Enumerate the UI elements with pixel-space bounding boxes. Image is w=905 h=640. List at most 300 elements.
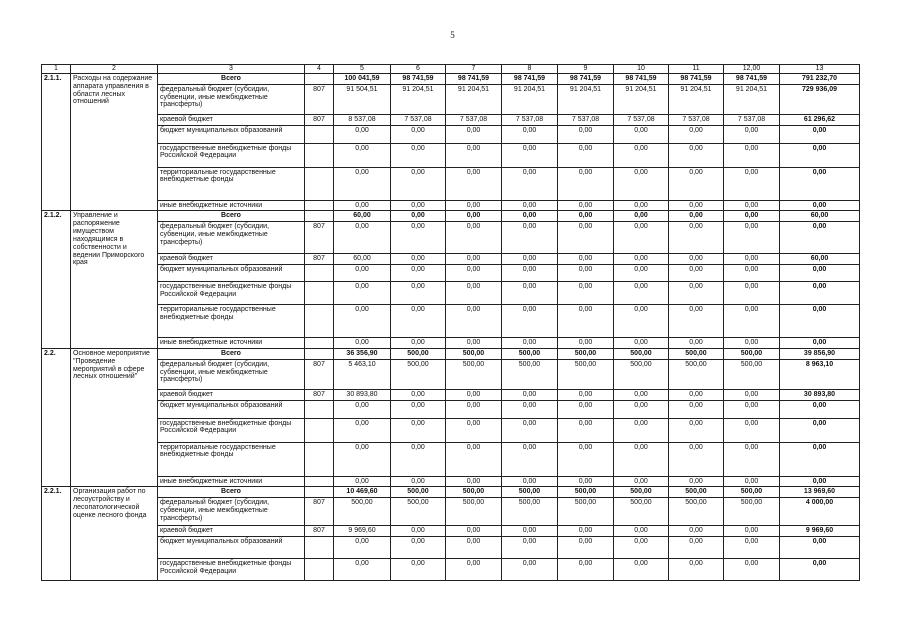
year-value: 0,00	[446, 418, 502, 442]
year-value: 0,00	[669, 389, 724, 400]
total-value: 0,00	[780, 418, 860, 442]
year-value: 0,00	[724, 211, 780, 222]
year-value: 500,00	[669, 487, 724, 498]
year-value: 0,00	[614, 338, 669, 349]
funding-source: государственные внебюджетные фонды Российской Федерации	[158, 418, 305, 442]
year-value: 0,00	[391, 389, 446, 400]
year-value: 0,00	[724, 418, 780, 442]
section-total-row	[42, 74, 860, 85]
year-value: 0,00	[502, 338, 558, 349]
year-value: 0,00	[391, 200, 446, 211]
year-value: 0,00	[558, 305, 614, 338]
year-value: 0,00	[334, 305, 391, 338]
funding-source: краевой бюджет	[158, 254, 305, 265]
year-value: 500,00	[724, 359, 780, 389]
budget-code	[305, 400, 334, 418]
year-value: 30 893,80	[334, 389, 391, 400]
header-cell: 1	[42, 65, 71, 74]
total-value: 0,00	[780, 200, 860, 211]
budget-code: 807	[305, 389, 334, 400]
total-value: 0,00	[780, 338, 860, 349]
year-value: 0,00	[334, 143, 391, 167]
budget-code: 807	[305, 114, 334, 125]
year-value: 0,00	[724, 282, 780, 305]
header-row	[42, 65, 860, 74]
total-value: 0,00	[780, 400, 860, 418]
budget-code	[305, 348, 334, 359]
year-value: 500,00	[614, 487, 669, 498]
table-row	[42, 222, 860, 254]
year-value: 0,00	[669, 442, 724, 476]
year-value: 98 741,59	[558, 74, 614, 85]
year-value: 0,00	[614, 282, 669, 305]
year-value: 500,00	[669, 359, 724, 389]
year-value: 9 969,60	[334, 526, 391, 537]
year-value: 0,00	[334, 400, 391, 418]
year-value: 500,00	[502, 487, 558, 498]
year-value: 500,00	[391, 359, 446, 389]
year-value: 0,00	[391, 254, 446, 265]
year-value: 0,00	[614, 418, 669, 442]
year-value: 91 204,51	[614, 84, 669, 114]
funding-source: государственные внебюджетные фонды Российской Федерации	[158, 559, 305, 581]
funding-source: бюджет муниципальных образований	[158, 125, 305, 143]
year-value: 0,00	[558, 526, 614, 537]
section-number: 2.1.2.	[42, 211, 71, 348]
year-value: 0,00	[724, 167, 780, 200]
year-value: 98 741,59	[446, 74, 502, 85]
year-value: 0,00	[391, 282, 446, 305]
year-value: 0,00	[614, 442, 669, 476]
year-value: 98 741,59	[502, 74, 558, 85]
year-value: 36 356,90	[334, 348, 391, 359]
budget-code	[305, 282, 334, 305]
year-value: 5 463,10	[334, 359, 391, 389]
total-value: 13 969,60	[780, 487, 860, 498]
year-value: 0,00	[669, 476, 724, 487]
year-value: 500,00	[502, 359, 558, 389]
funding-source: бюджет муниципальных образований	[158, 265, 305, 282]
year-value: 0,00	[391, 400, 446, 418]
year-value: 0,00	[334, 222, 391, 254]
total-value: 39 856,90	[780, 348, 860, 359]
total-value: 0,00	[780, 282, 860, 305]
budget-code	[305, 167, 334, 200]
year-value: 0,00	[502, 305, 558, 338]
year-value: 0,00	[669, 143, 724, 167]
year-value: 0,00	[558, 400, 614, 418]
year-value: 0,00	[502, 222, 558, 254]
total-value: 61 296,62	[780, 114, 860, 125]
budget-code	[305, 537, 334, 559]
year-value: 500,00	[558, 348, 614, 359]
year-value: 0,00	[669, 254, 724, 265]
year-value: 0,00	[446, 389, 502, 400]
year-value: 0,00	[558, 442, 614, 476]
year-value: 0,00	[724, 143, 780, 167]
year-value: 0,00	[669, 338, 724, 349]
year-value: 8 537,08	[334, 114, 391, 125]
table-row	[42, 143, 860, 167]
year-value: 0,00	[502, 265, 558, 282]
year-value: 0,00	[614, 200, 669, 211]
year-value: 0,00	[391, 167, 446, 200]
year-value: 0,00	[391, 526, 446, 537]
year-value: 0,00	[334, 559, 391, 581]
total-value: 0,00	[780, 167, 860, 200]
year-value: 0,00	[724, 476, 780, 487]
year-value: 500,00	[614, 359, 669, 389]
funding-source: иные внебюджетные источники	[158, 338, 305, 349]
year-value: 500,00	[446, 359, 502, 389]
year-value: 7 537,08	[446, 114, 502, 125]
year-value: 0,00	[391, 305, 446, 338]
year-value: 0,00	[446, 476, 502, 487]
year-value: 500,00	[391, 498, 446, 526]
funding-source: федеральный бюджет (субсидии, субвенции, иные межбюджетные трансферты)	[158, 84, 305, 114]
year-value: 0,00	[446, 211, 502, 222]
year-value: 0,00	[446, 526, 502, 537]
year-value: 0,00	[669, 282, 724, 305]
year-value: 0,00	[391, 222, 446, 254]
budget-code: 807	[305, 222, 334, 254]
total-value: 0,00	[780, 143, 860, 167]
total-value: 60,00	[780, 211, 860, 222]
year-value: 91 204,51	[724, 84, 780, 114]
year-value: 500,00	[446, 487, 502, 498]
year-value: 91 204,51	[558, 84, 614, 114]
year-value: 0,00	[724, 559, 780, 581]
funding-source: Всего	[158, 348, 305, 359]
section-total-row	[42, 211, 860, 222]
year-value: 91 204,51	[669, 84, 724, 114]
year-value: 0,00	[669, 222, 724, 254]
budget-code	[305, 305, 334, 338]
year-value: 91 504,51	[334, 84, 391, 114]
funding-source: федеральный бюджет (субсидии, субвенции, иные межбюджетные трансферты)	[158, 222, 305, 254]
budget-code	[305, 476, 334, 487]
year-value: 500,00	[669, 498, 724, 526]
year-value: 0,00	[502, 537, 558, 559]
year-value: 0,00	[446, 305, 502, 338]
year-value: 0,00	[502, 476, 558, 487]
table-row	[42, 338, 860, 349]
table-row	[42, 442, 860, 476]
budget-table	[41, 64, 860, 581]
table-row	[42, 84, 860, 114]
total-value: 0,00	[780, 476, 860, 487]
year-value: 0,00	[614, 211, 669, 222]
funding-source: Всего	[158, 211, 305, 222]
header-cell: 2	[71, 65, 158, 74]
year-value: 0,00	[558, 559, 614, 581]
year-value: 0,00	[614, 222, 669, 254]
year-value: 0,00	[446, 125, 502, 143]
year-value: 500,00	[334, 498, 391, 526]
year-value: 0,00	[502, 143, 558, 167]
year-value: 98 741,59	[724, 74, 780, 85]
header-cell: 3	[158, 65, 305, 74]
total-value: 4 000,00	[780, 498, 860, 526]
year-value: 0,00	[446, 200, 502, 211]
year-value: 0,00	[502, 282, 558, 305]
year-value: 98 741,59	[614, 74, 669, 85]
year-value: 0,00	[334, 418, 391, 442]
year-value: 0,00	[614, 476, 669, 487]
total-value: 0,00	[780, 305, 860, 338]
funding-source: иные внебюджетные источники	[158, 200, 305, 211]
budget-code	[305, 74, 334, 85]
year-value: 0,00	[724, 200, 780, 211]
year-value: 0,00	[334, 265, 391, 282]
year-value: 0,00	[558, 537, 614, 559]
funding-source: территориальные государственные внебюджетные фонды	[158, 305, 305, 338]
year-value: 0,00	[669, 526, 724, 537]
year-value: 500,00	[614, 348, 669, 359]
year-value: 0,00	[446, 222, 502, 254]
year-value: 0,00	[724, 442, 780, 476]
year-value: 0,00	[334, 476, 391, 487]
header-cell: 4	[305, 65, 334, 74]
budget-code	[305, 211, 334, 222]
year-value: 0,00	[558, 200, 614, 211]
table-row	[42, 359, 860, 389]
funding-source: иные внебюджетные источники	[158, 476, 305, 487]
year-value: 0,00	[446, 143, 502, 167]
year-value: 0,00	[614, 305, 669, 338]
year-value: 500,00	[446, 498, 502, 526]
budget-code	[305, 125, 334, 143]
year-value: 0,00	[669, 400, 724, 418]
year-value: 0,00	[614, 537, 669, 559]
year-value: 0,00	[669, 559, 724, 581]
funding-source: федеральный бюджет (субсидии, субвенции, иные межбюджетные трансферты)	[158, 498, 305, 526]
table-row	[42, 537, 860, 559]
year-value: 100 041,59	[334, 74, 391, 85]
year-value: 91 204,51	[391, 84, 446, 114]
total-value: 30 893,80	[780, 389, 860, 400]
funding-source: краевой бюджет	[158, 114, 305, 125]
year-value: 0,00	[724, 305, 780, 338]
year-value: 60,00	[334, 254, 391, 265]
year-value: 0,00	[614, 167, 669, 200]
year-value: 0,00	[334, 338, 391, 349]
section-number: 2.2.1.	[42, 487, 71, 581]
year-value: 0,00	[669, 167, 724, 200]
budget-code: 807	[305, 498, 334, 526]
year-value: 0,00	[558, 125, 614, 143]
year-value: 0,00	[502, 418, 558, 442]
budget-code	[305, 559, 334, 581]
header-cell: 9	[558, 65, 614, 74]
header-cell: 11	[669, 65, 724, 74]
table-row	[42, 305, 860, 338]
total-value: 0,00	[780, 442, 860, 476]
budget-code: 807	[305, 526, 334, 537]
year-value: 0,00	[391, 338, 446, 349]
funding-source: государственные внебюджетные фонды Российской Федерации	[158, 143, 305, 167]
table-body	[42, 65, 860, 581]
budget-code	[305, 200, 334, 211]
year-value: 0,00	[614, 400, 669, 418]
year-value: 0,00	[334, 167, 391, 200]
year-value: 0,00	[391, 559, 446, 581]
budget-code	[305, 487, 334, 498]
total-value: 60,00	[780, 254, 860, 265]
year-value: 0,00	[558, 211, 614, 222]
total-value: 0,00	[780, 265, 860, 282]
year-value: 0,00	[334, 200, 391, 211]
year-value: 0,00	[334, 537, 391, 559]
section-name: Организация работ по лесоустройству и лесопатологической оценке лесного фонда	[71, 487, 158, 581]
year-value: 500,00	[558, 498, 614, 526]
year-value: 7 537,08	[614, 114, 669, 125]
total-value: 9 969,60	[780, 526, 860, 537]
year-value: 7 537,08	[558, 114, 614, 125]
year-value: 500,00	[724, 487, 780, 498]
year-value: 0,00	[558, 167, 614, 200]
funding-source: краевой бюджет	[158, 389, 305, 400]
header-cell: 6	[391, 65, 446, 74]
total-value: 0,00	[780, 559, 860, 581]
year-value: 0,00	[669, 305, 724, 338]
total-value: 0,00	[780, 222, 860, 254]
year-value: 0,00	[669, 211, 724, 222]
year-value: 0,00	[558, 418, 614, 442]
table-row	[42, 282, 860, 305]
header-cell: 7	[446, 65, 502, 74]
budget-code	[305, 338, 334, 349]
year-value: 7 537,08	[669, 114, 724, 125]
year-value: 0,00	[391, 418, 446, 442]
section-total-row	[42, 348, 860, 359]
funding-source: Всего	[158, 74, 305, 85]
table-row	[42, 389, 860, 400]
year-value: 0,00	[391, 537, 446, 559]
table-row	[42, 254, 860, 265]
header-cell: 5	[334, 65, 391, 74]
year-value: 0,00	[391, 143, 446, 167]
year-value: 0,00	[558, 222, 614, 254]
year-value: 500,00	[446, 348, 502, 359]
year-value: 0,00	[446, 442, 502, 476]
funding-source: краевой бюджет	[158, 526, 305, 537]
section-name: Основное мероприятие "Проведение мероприятий в сфере лесных отношений"	[71, 348, 158, 486]
year-value: 0,00	[502, 526, 558, 537]
year-value: 0,00	[446, 400, 502, 418]
year-value: 0,00	[614, 526, 669, 537]
funding-source: государственные внебюджетные фонды Российской Федерации	[158, 282, 305, 305]
year-value: 0,00	[558, 476, 614, 487]
table-row	[42, 125, 860, 143]
funding-source: бюджет муниципальных образований	[158, 537, 305, 559]
year-value: 0,00	[614, 559, 669, 581]
total-value: 791 232,70	[780, 74, 860, 85]
year-value: 0,00	[502, 442, 558, 476]
funding-source: федеральный бюджет (субсидии, субвенции, иные межбюджетные трансферты)	[158, 359, 305, 389]
year-value: 98 741,59	[391, 74, 446, 85]
year-value: 0,00	[558, 143, 614, 167]
year-value: 500,00	[558, 487, 614, 498]
header-cell: 13	[780, 65, 860, 74]
year-value: 7 537,08	[391, 114, 446, 125]
year-value: 98 741,59	[669, 74, 724, 85]
year-value: 0,00	[446, 167, 502, 200]
year-value: 0,00	[502, 211, 558, 222]
year-value: 500,00	[614, 498, 669, 526]
year-value: 0,00	[614, 254, 669, 265]
year-value: 0,00	[724, 537, 780, 559]
section-name: Управление и распоряжение имуществом находящимся в собственности и ведении Приморского края	[71, 211, 158, 348]
year-value: 0,00	[669, 537, 724, 559]
year-value: 10 469,60	[334, 487, 391, 498]
year-value: 0,00	[502, 559, 558, 581]
year-value: 0,00	[502, 389, 558, 400]
year-value: 0,00	[558, 389, 614, 400]
year-value: 0,00	[558, 338, 614, 349]
year-value: 0,00	[502, 125, 558, 143]
year-value: 91 204,51	[502, 84, 558, 114]
year-value: 91 204,51	[446, 84, 502, 114]
year-value: 0,00	[502, 254, 558, 265]
table-row	[42, 200, 860, 211]
table-row	[42, 114, 860, 125]
year-value: 0,00	[391, 442, 446, 476]
budget-code	[305, 418, 334, 442]
section-number: 2.1.1.	[42, 74, 71, 211]
year-value: 0,00	[724, 338, 780, 349]
year-value: 0,00	[391, 125, 446, 143]
year-value: 60,00	[334, 211, 391, 222]
section-number: 2.2.	[42, 348, 71, 486]
year-value: 0,00	[334, 282, 391, 305]
year-value: 500,00	[391, 348, 446, 359]
year-value: 0,00	[446, 254, 502, 265]
table-row	[42, 476, 860, 487]
year-value: 0,00	[446, 282, 502, 305]
header-cell: 8	[502, 65, 558, 74]
section-total-row	[42, 487, 860, 498]
year-value: 0,00	[502, 400, 558, 418]
total-value: 0,00	[780, 125, 860, 143]
year-value: 0,00	[724, 400, 780, 418]
year-value: 0,00	[334, 125, 391, 143]
budget-code	[305, 265, 334, 282]
year-value: 0,00	[614, 389, 669, 400]
budget-code	[305, 143, 334, 167]
year-value: 0,00	[502, 167, 558, 200]
page-number: 5	[450, 30, 455, 40]
year-value: 500,00	[391, 487, 446, 498]
table-row	[42, 418, 860, 442]
year-value: 0,00	[446, 537, 502, 559]
year-value: 0,00	[391, 476, 446, 487]
table-row	[42, 559, 860, 581]
year-value: 7 537,08	[724, 114, 780, 125]
year-value: 0,00	[724, 526, 780, 537]
year-value: 0,00	[391, 265, 446, 282]
year-value: 500,00	[558, 359, 614, 389]
funding-source: бюджет муниципальных образований	[158, 400, 305, 418]
budget-code	[305, 442, 334, 476]
header-cell: 10	[614, 65, 669, 74]
year-value: 7 537,08	[502, 114, 558, 125]
year-value: 0,00	[724, 125, 780, 143]
table-row	[42, 498, 860, 526]
table-row	[42, 526, 860, 537]
year-value: 0,00	[669, 125, 724, 143]
year-value: 0,00	[724, 222, 780, 254]
